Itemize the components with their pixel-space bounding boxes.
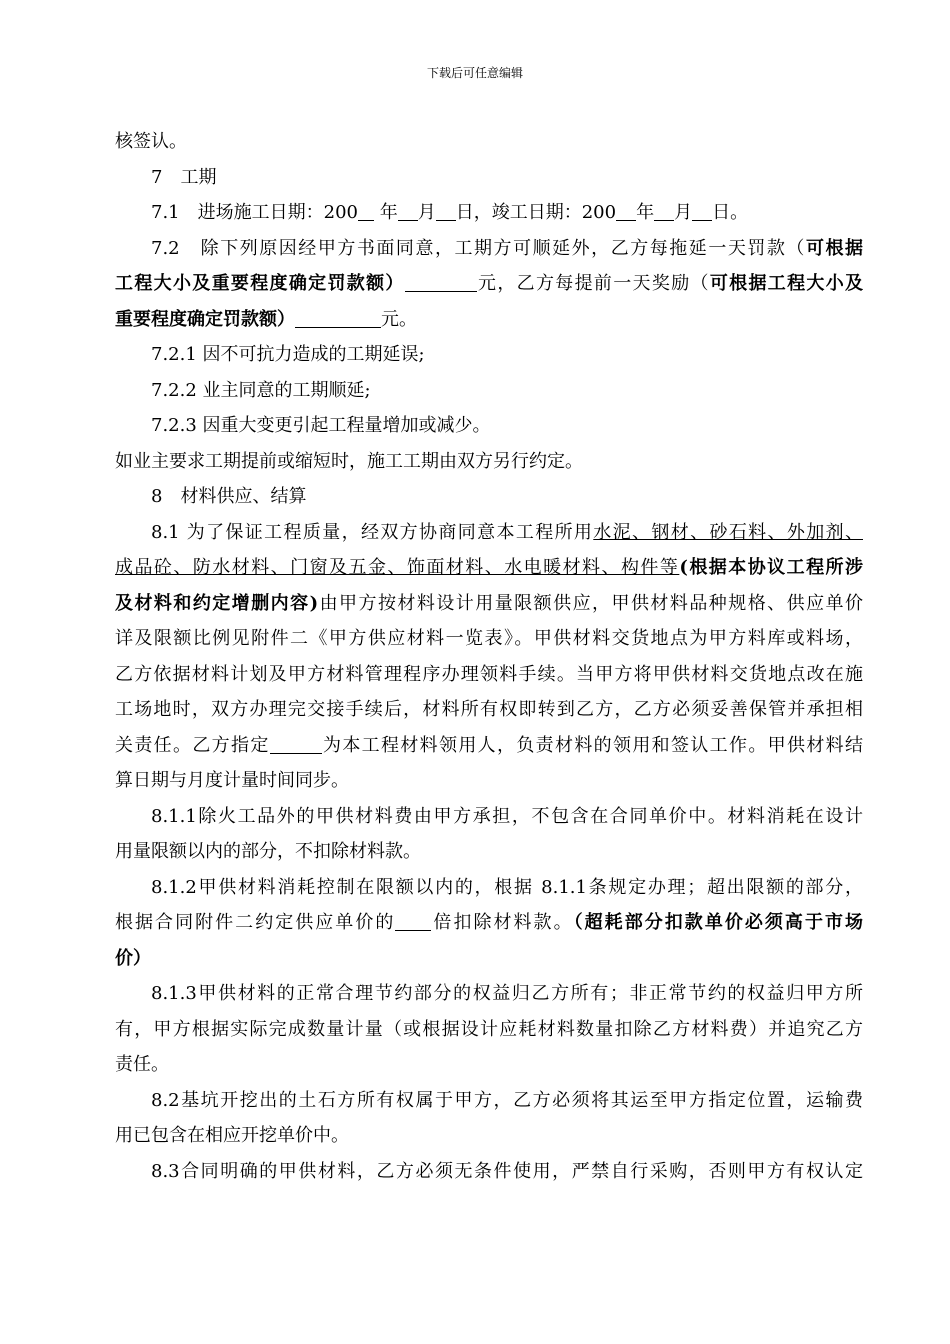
text-line: 算日期与月度计量时间同步。 (115, 770, 349, 791)
text-run: ） (385, 273, 405, 294)
text-run: 元，乙方每提前一天奖励（ (476, 273, 710, 294)
text-line (115, 231, 863, 267)
text-line: 核签认。 (115, 131, 187, 152)
text-line: 用已包含在相应开挖单价中。 (115, 1125, 349, 1146)
text-line: 用量限额以内的部分，不扣除材料款。 (115, 841, 421, 862)
document-body (115, 124, 863, 1189)
blank-field (395, 912, 431, 931)
text-run: 工程大小及重要程度确定罚款额 (115, 273, 386, 294)
text-run: 8.1 为了保证工程质量，经双方协商同意本工程所用 (151, 521, 594, 543)
text-line: 8.3合同明确的甲供材料，乙方必须无条件使用，严禁自行采购，否则甲方有权认定 (151, 1160, 863, 1182)
text-line: 责任。 (115, 1054, 169, 1075)
text-run: 月 (417, 202, 436, 223)
text-line: 如业主要求工期提前或缩短时，施工工期由双方另行约定。 (115, 450, 583, 472)
blank-field (405, 273, 477, 292)
text-run: 年 (636, 202, 655, 223)
text-line (115, 195, 863, 231)
text-line (115, 550, 863, 586)
text-line: 工场地时，双方办理完交接手续后，材料所有权即转到乙方，乙方必须妥善保管并承担相 (115, 699, 863, 720)
text-run: 及材料和约定增删内容) (115, 592, 319, 614)
text-run: （超耗部分扣款单价必须高于市场 (573, 912, 863, 933)
text-run: 关责任。乙方指定 (115, 734, 270, 756)
blank-field (436, 202, 456, 221)
blank-field (295, 309, 381, 328)
blank-field (654, 202, 674, 221)
text-line (115, 586, 863, 622)
text-line: 7.2.3 因重大变更引起工程量增加或减少。 (151, 415, 491, 436)
blank-field (616, 202, 636, 221)
text-run: 年 (373, 202, 398, 223)
text-run: 可根据工程大小及 (709, 273, 863, 294)
text-run: 水泥、钢材、砂石料、外加剂、 (593, 521, 863, 543)
text-line: 7.2.2 业主同意的工期顺延; (151, 379, 371, 401)
text-line (115, 515, 863, 551)
text-run: 月 (674, 202, 693, 223)
text-run: 元。 (381, 308, 417, 330)
text-run: 为本工程材料领用人，负责材料的领用和签认工作。甲供材料结 (321, 734, 863, 756)
text-run: 日。 (712, 202, 749, 223)
blank-field (398, 202, 418, 221)
text-line (115, 905, 863, 941)
text-line: 乙方依据材料计划及甲方材料管理程序办理领料手续。当甲方将甲供材料交货地点改在施 (115, 663, 863, 685)
text-run: ） (277, 308, 295, 330)
text-line: 8.1.1除火工品外的甲供材料费由甲方承担，不包含在合同单价中。材料消耗在设计 (151, 805, 863, 827)
text-line: 8.2基坑开挖出的土石方所有权属于甲方，乙方必须将其运至甲方指定位置，运输费 (151, 1089, 863, 1111)
blank-field (692, 202, 712, 221)
text-line: 7.2.1 因不可抗力造成的工期延误; (151, 344, 425, 365)
text-run: 成品砼、防水材料、门窗及五金、饰面材料、水电暖材料、构件等 (115, 557, 680, 578)
text-line: 8.1.3甲供材料的正常合理节约部分的权益归乙方所有；非正常节约的权益归甲方所 (151, 983, 863, 1004)
blank-field (358, 202, 374, 221)
text-run: 重要程度确定罚款额 (115, 308, 277, 330)
text-line (115, 266, 863, 302)
blank-field (270, 735, 322, 754)
text-line: 有，甲方根据实际完成数量计量（或根据设计应耗材料数量扣除乙方材料费）并追究乙方 (115, 1018, 863, 1040)
section-heading: 7 工期 (151, 166, 217, 188)
text-line: 价） (115, 947, 151, 969)
text-run: 7.2 除下列原因经甲方书面同意，工期方可顺延外，乙方每拖延一天罚款（ (151, 237, 806, 259)
text-run: 日，竣工日期：200 (455, 202, 617, 223)
text-line: 8.1.2甲供材料消耗控制在限额以内的，根据 8.1.1条规定办理；超出限额的部分， (151, 876, 863, 898)
text-run: (根据本协议工程所涉 (679, 557, 863, 578)
page-header: 下载后可任意编辑 (426, 66, 523, 80)
text-line: 详及限额比例见附件二《甲方供应材料一览表》。甲供材料交货地点为甲方料库或料场， (115, 628, 863, 649)
text-run: 可根据 (805, 237, 863, 259)
text-run: 7.1 进场施工日期：200 (151, 202, 358, 223)
text-run: 由甲方按材料设计用量限额供应，甲供材料品种规格、供应单价 (318, 592, 863, 614)
text-run: 倍扣除材料款。 (431, 912, 574, 933)
text-line (115, 728, 863, 764)
section-heading: 8 材料供应、结算 (151, 486, 307, 507)
text-run: 根据合同附件二约定供应单价的 (115, 912, 396, 933)
text-line (115, 302, 863, 338)
